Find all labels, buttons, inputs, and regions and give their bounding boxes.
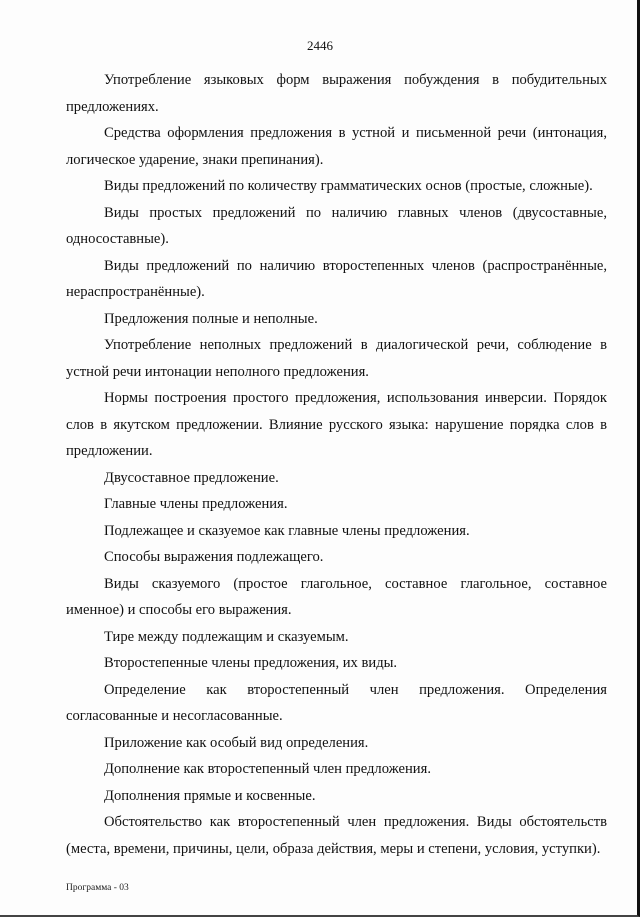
paragraph: Приложение как особый вид определения.	[104, 734, 369, 751]
paragraph: Средства оформления предложения в устной и письменной речи (интонация, логическое ударение, знаки препинания).	[66, 125, 607, 168]
paragraph: Двусоставное предложение.	[104, 469, 279, 486]
paragraph: Предложения полные и неполные.	[104, 310, 318, 327]
paragraph: Дополнение как второстепенный член предложения.	[104, 761, 431, 777]
paragraph: Виды простых предложений по наличию главных членов (двусоставные, односоставные).	[66, 204, 607, 247]
paragraph: Способы выражения подлежащего.	[104, 549, 324, 565]
paragraph: Тире между подлежащим и сказуемым.	[104, 628, 349, 645]
paragraph: Нормы построения простого предложения, использования инверсии. Порядок слов в якутском предложении. Влияние русского языка: нарушение порядка слов в предложении.	[66, 390, 607, 459]
paragraph: Виды предложений по наличию второстепенных членов (распространённые, нераспространённые).	[66, 257, 607, 300]
paragraph: Виды предложений по количеству грамматических основ (простые, сложные).	[104, 178, 593, 194]
paragraph: Дополнения прямые и косвенные.	[104, 787, 316, 804]
footer-label: Программа - 03	[66, 883, 129, 893]
paragraph: Употребление языковых форм выражения побуждения в побудительных предложениях.	[66, 72, 607, 115]
paragraph: Главные члены предложения.	[104, 496, 288, 512]
paragraph: Обстоятельство как второстепенный член предложения. Виды обстоятельств (места, времени, причины, цели, образа действия, меры и степени, условия, уступки).	[66, 814, 607, 857]
paragraph: Второстепенные члены предложения, их виды.	[104, 655, 398, 671]
document-body	[66, 67, 607, 862]
page-number: 2446	[307, 38, 333, 53]
paragraph: Виды сказуемого (простое глагольное, составное глагольное, составное именное) и способы его выражения.	[66, 575, 607, 618]
paragraph: Определение как второстепенный член предложения. Определения согласованные и несогласованные.	[66, 681, 607, 724]
paragraph: Употребление неполных предложений в диалогической речи, соблюдение в устной речи интонации неполного предложения.	[66, 337, 607, 380]
paragraph: Подлежащее и сказуемое как главные члены предложения.	[104, 522, 470, 539]
